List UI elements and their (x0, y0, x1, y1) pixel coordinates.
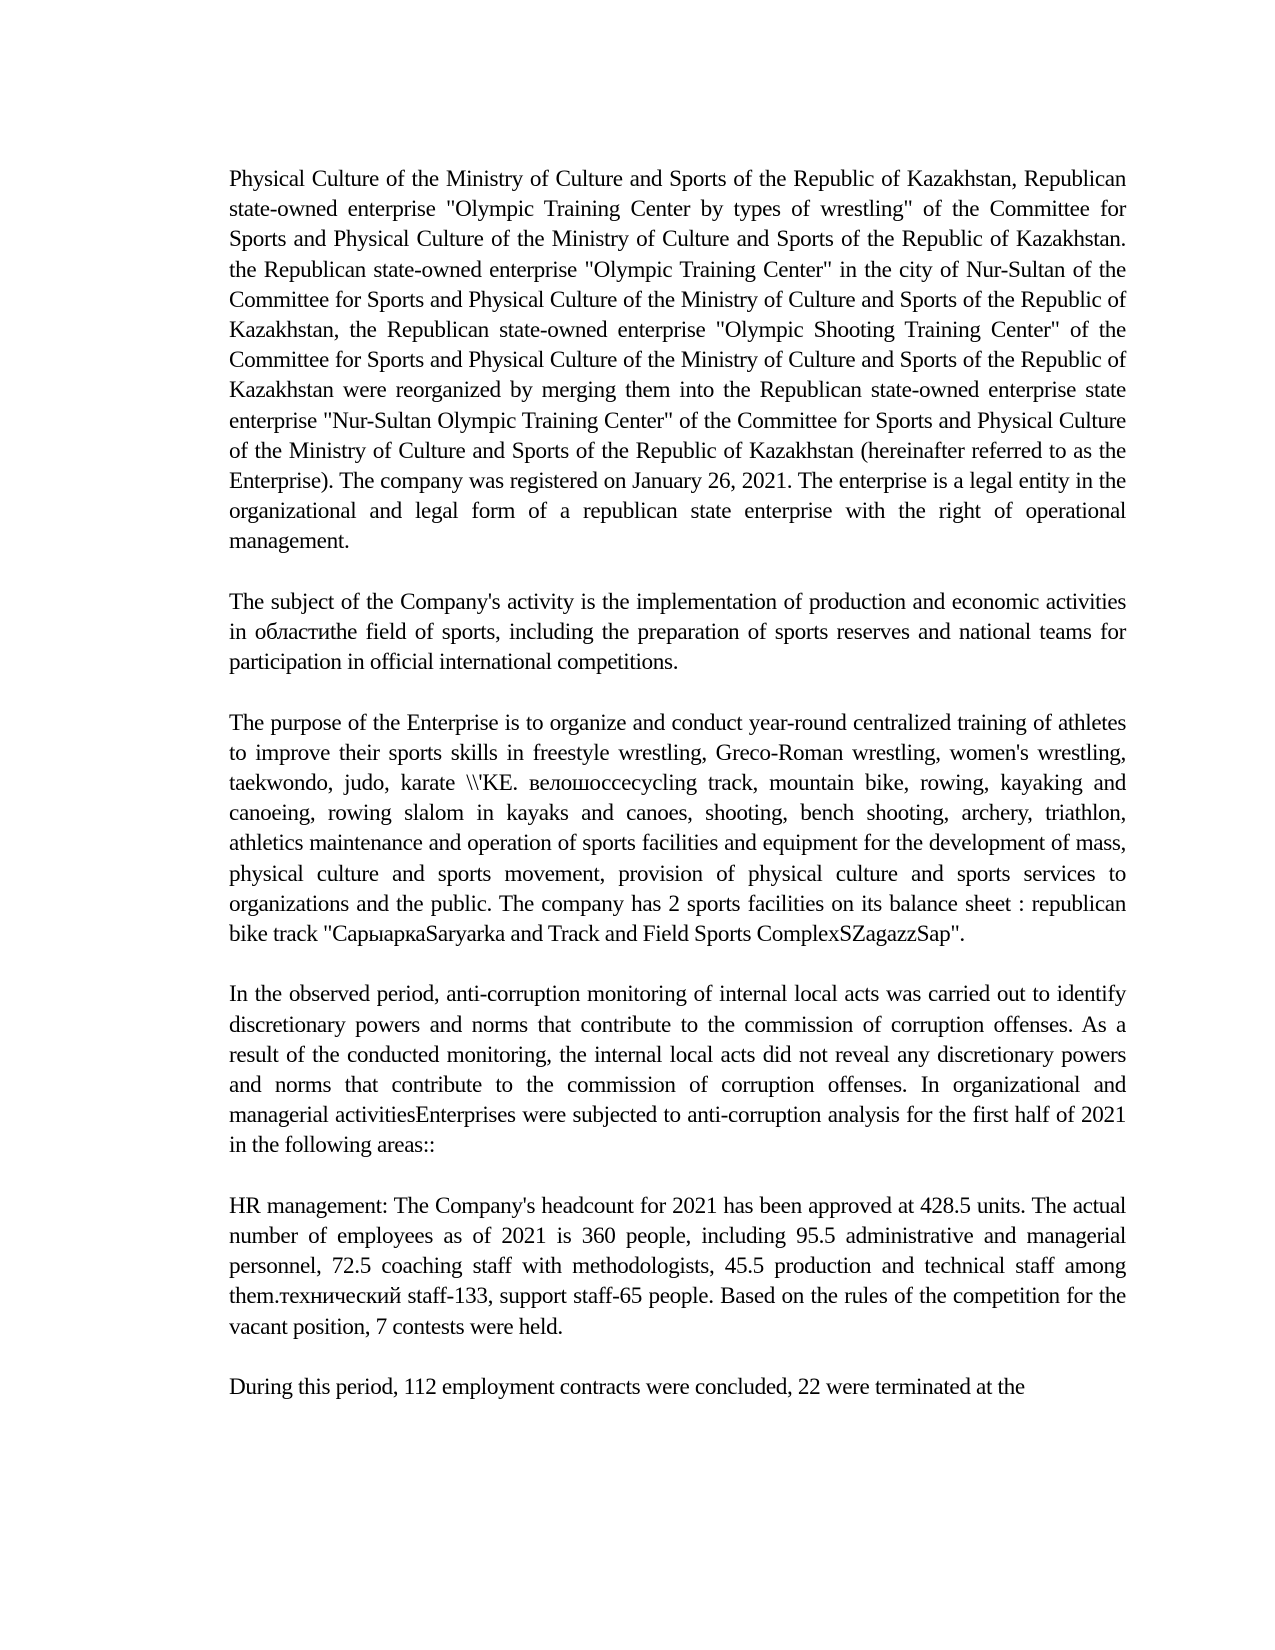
paragraph-hr-management: HR management: The Company's headcount for 2021 has been approved at 428.5 units. The actual number of employees as of 2021 is 360 people, including 95.5 administrative and managerial personnel, 72.5 coaching staff with methodologists, 45.5 production and technical staff among them.технический staff-133, support staff-65 people. Based on the rules of the competition for the vacant position, 7 contests were held. (229, 1192, 1126, 1340)
paragraph-reorganization: Physical Culture of the Ministry of Culture and Sports of the Republic of Kazakhstan, Republican state-owned enterprise "Olympic Training Center by types of wrestling" of the Committee for Sports and Physical Culture of the Ministry of Culture and Sports of the Republic of Kazakhstan. the Republican state-owned enterprise "Olympic Training Center" in the city of Nur-Sultan of the Committee for Sports and Physical Culture of the Ministry of Culture and Sports of the Republic of Kazakhstan, the Republican state-owned enterprise "Olympic Shooting Training Center" of the Committee for Sports and Physical Culture of the Ministry of Culture and Sports of the Republic of Kazakhstan were reorganized by merging them into the Republican state-owned enterprise state enterprise "Nur-Sultan Olympic Training Center" of the Committee for Sports and Physical Culture of the Ministry of Culture and Sports of the Republic of Kazakhstan (hereinafter referred to as the Enterprise). The company was registered on January 26, 2021. The enterprise is a legal entity in the organizational and legal form of a republican state enterprise with the right of operational management. (229, 166, 1126, 555)
paragraph-anti-corruption-monitoring: In the observed period, anti-corruption monitoring of internal local acts was carried out to identify discretionary powers and norms that contribute to the commission of corruption offenses. As a result of the conducted monitoring, the internal local acts did not reveal any discretionary powers and norms that contribute to the commission of corruption offenses. In organizational and managerial activitiesEnterprises were subjected to anti-corruption analysis for the first half of 2021 in the following areas:: (229, 981, 1126, 1159)
paragraph-subject-of-activity: The subject of the Company's activity is the implementation of production and economic activities in областиthe field of sports, including the preparation of sports reserves and national teams for participation in official international competitions. (229, 588, 1126, 676)
paragraph-purpose: The purpose of the Enterprise is to organize and conduct year-round centralized training of athletes to improve their sports skills in freestyle wrestling, Greco-Roman wrestling, women's wrestling, taekwondo, judo, karate \\'KE. велошоссecycling track, mountain bike, rowing, kayaking and canoeing, rowing slalom in kayaks and canoes, shooting, bench shooting, archery, triathlon, athletics maintenance and operation of sports facilities and equipment for the development of mass, physical culture and sports movement, provision of physical culture and sports services to organizations and the public. The company has 2 sports facilities on its balance sheet : republican bike track "СарыаркаSaryarka and Track and Field Sports ComplexSZagazzSap". (229, 709, 1126, 948)
document-page (229, 164, 1126, 1402)
paragraph-employment-contracts: During this period, 112 employment contracts were concluded, 22 were terminated at the (229, 1374, 1025, 1401)
